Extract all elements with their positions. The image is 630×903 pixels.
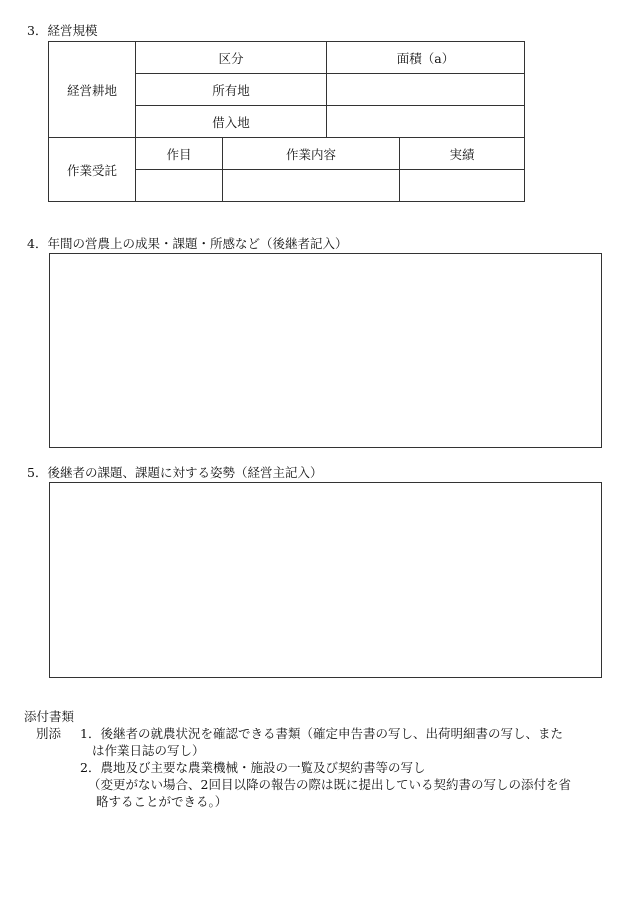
col-work: 作業内容 <box>223 138 400 170</box>
attachments-prefix: 別添 <box>36 726 62 741</box>
attachment-item2-line2: （変更がない場合、2回目以降の報告の際は既に提出している契約書の写しの添付を省 <box>88 777 571 792</box>
row-leased: 借入地 <box>136 106 327 138</box>
attachment-item1-line2: は作業日誌の写し） <box>92 743 205 758</box>
col-category: 区分 <box>136 42 327 74</box>
crop-cell[interactable] <box>136 170 223 202</box>
farmland-label: 経営耕地 <box>49 42 136 138</box>
attachments-heading: 添付書類 <box>24 709 75 724</box>
section3-heading: 3．経営規模 <box>27 23 98 38</box>
contract-label: 作業受託 <box>49 138 136 202</box>
work-cell[interactable] <box>223 170 400 202</box>
section4-input-box[interactable] <box>49 253 602 448</box>
section5-heading: 5．後継者の課題、課題に対する姿勢（経営主記入） <box>27 465 323 480</box>
col-result: 実績 <box>400 138 525 170</box>
row-owned: 所有地 <box>136 74 327 106</box>
leased-area-cell[interactable] <box>327 106 525 138</box>
management-scale-table <box>48 41 525 202</box>
section5-input-box[interactable] <box>49 482 602 678</box>
attachment-item2-line3: 略することができる。） <box>96 794 228 809</box>
col-crop: 作目 <box>136 138 223 170</box>
result-cell[interactable] <box>400 170 525 202</box>
owned-area-cell[interactable] <box>327 74 525 106</box>
attachment-item1-line1: 1．後継者の就農状況を確認できる書類（確定申告書の写し、出荷明細書の写し、また <box>80 726 563 741</box>
col-area: 面積（a） <box>327 42 525 74</box>
attachment-item2-line1: 2．農地及び主要な農業機械・施設の一覧及び契約書等の写し <box>80 760 426 775</box>
section4-heading: 4．年間の営農上の成果・課題・所感など（後継者記入） <box>27 236 348 251</box>
